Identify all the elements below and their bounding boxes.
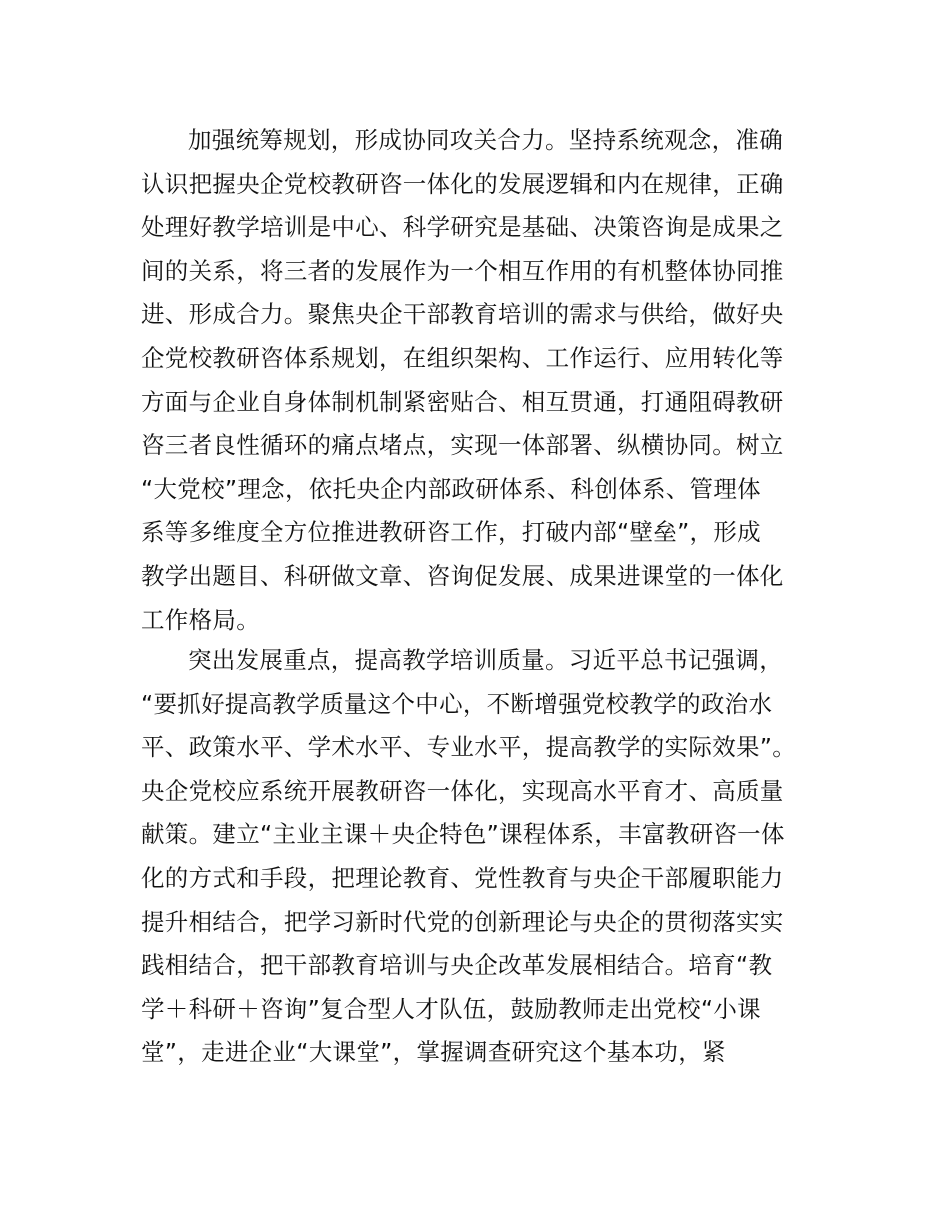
text-line: 献策。建立“主业主课＋央企特色”课程体系，丰富教研咨一体 <box>141 820 785 849</box>
text-line: 学＋科研＋咨询”复合型人才队伍，鼓励教师走出党校“小课 <box>141 994 761 1023</box>
paragraph-development-focus <box>141 639 831 1075</box>
text-line: 化的方式和手段，把理论教育、党性教育与央企干部履职能力 <box>141 863 784 892</box>
text-line: 认识把握央企党校教研咨一体化的发展逻辑和内在规律，正确 <box>141 169 784 198</box>
text-line: 方面与企业自身体制机制紧密贴合、相互贯通，打通阻碍教研 <box>141 387 784 416</box>
text-line: 间的关系，将三者的发展作为一个相互作用的有机整体协同推 <box>141 256 784 285</box>
text-line: 加强统筹规划，形成协同攻关合力。坚持系统观念，准确 <box>188 126 783 154</box>
text-line: 平、政策水平、学术水平、专业水平，提高教学的实际效果”。 <box>141 733 797 762</box>
text-line: 堂”，走进企业“大课堂”，掌握调查研究这个基本功，紧 <box>141 1038 726 1067</box>
paragraph-coordinated-planning <box>141 119 831 642</box>
text-line: 提升相结合，把学习新时代党的创新理论与央企的贯彻落实实 <box>141 907 784 936</box>
text-line: 进、形成合力。聚焦央企干部教育培训的需求与供给，做好央 <box>141 300 784 329</box>
text-line: “大党校”理念，依托央企内部政研体系、科创体系、管理体 <box>141 474 761 503</box>
text-line: 处理好教学培训是中心、科学研究是基础、决策咨询是成果之 <box>141 213 784 242</box>
text-line: “要抓好提高教学质量这个中心，不断增强党校教学的政治水 <box>141 689 773 718</box>
text-line: 教学出题目、科研做文章、咨询促发展、成果进课堂的一体化 <box>141 561 784 590</box>
text-line: 工作格局。 <box>141 605 260 634</box>
text-line: 咨三者良性循环的痛点堵点，实现一体部署、纵横协同。树立 <box>141 431 784 460</box>
text-line: 央企党校应系统开展教研咨一体化，实现高水平育才、高质量 <box>141 776 784 805</box>
text-line: 系等多维度全方位推进教研咨工作，打破内部“壁垒”，形成 <box>141 518 761 547</box>
text-line: 企党校教研咨体系规划，在组织架构、工作运行、应用转化等 <box>141 343 784 372</box>
text-line: 突出发展重点，提高教学培训质量。习近平总书记强调， <box>188 646 783 674</box>
text-line: 践相结合，把干部教育培训与央企改革发展相结合。培育“教 <box>141 951 773 980</box>
